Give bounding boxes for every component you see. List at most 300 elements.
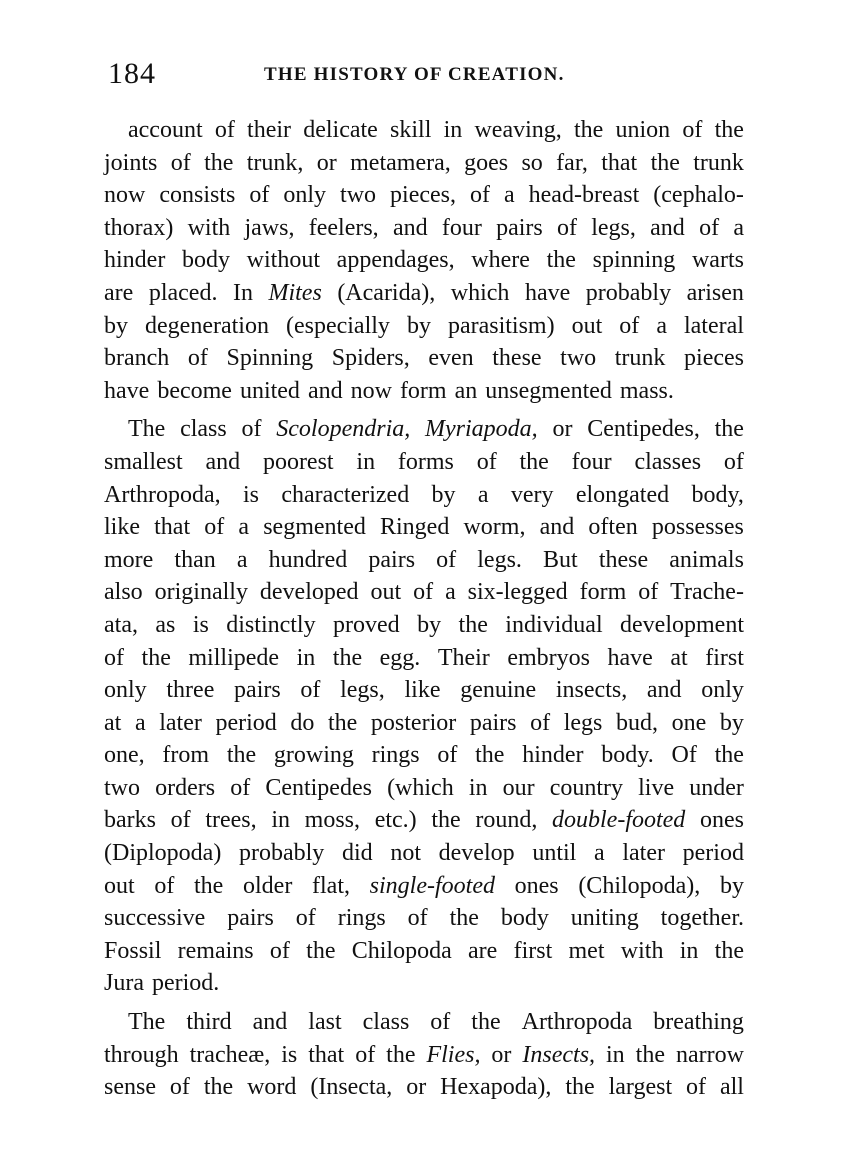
word: The bbox=[128, 1009, 166, 1036]
word: class bbox=[180, 416, 227, 443]
word: by bbox=[417, 611, 442, 638]
word: of bbox=[170, 149, 191, 176]
text-line bbox=[104, 707, 744, 740]
word: with bbox=[620, 937, 664, 964]
word: probably bbox=[585, 279, 672, 306]
paragraph bbox=[104, 1006, 744, 1104]
word: is bbox=[281, 1041, 298, 1068]
word: an bbox=[454, 377, 478, 404]
word: form bbox=[399, 377, 447, 404]
word: where bbox=[471, 247, 530, 274]
word: body bbox=[500, 905, 549, 932]
word: met bbox=[568, 937, 605, 964]
word: the bbox=[194, 872, 224, 899]
word: united bbox=[239, 377, 300, 404]
word: country bbox=[549, 774, 624, 801]
word: (Acarida), bbox=[337, 279, 436, 306]
word: the bbox=[635, 1041, 665, 1068]
word: by bbox=[719, 709, 744, 736]
word: become bbox=[157, 377, 232, 404]
word: trees, bbox=[205, 807, 257, 834]
word: without bbox=[246, 247, 320, 274]
word: body, bbox=[691, 481, 744, 508]
word: the bbox=[714, 416, 744, 443]
word: word bbox=[247, 1074, 297, 1101]
word: out bbox=[571, 312, 603, 339]
word: as bbox=[155, 611, 176, 638]
word: not bbox=[390, 840, 421, 867]
word: the bbox=[141, 644, 171, 671]
word: of bbox=[638, 579, 659, 606]
page-header bbox=[108, 56, 748, 92]
text-line bbox=[104, 609, 744, 642]
word: legs bbox=[563, 709, 603, 736]
word: mass. bbox=[619, 377, 674, 404]
word: a bbox=[477, 481, 489, 508]
word: a bbox=[656, 312, 667, 339]
word: at bbox=[670, 644, 688, 671]
word: of bbox=[104, 644, 124, 671]
word: the bbox=[226, 742, 257, 769]
word: of bbox=[556, 214, 577, 241]
word: of bbox=[686, 1074, 707, 1101]
word: pieces bbox=[684, 345, 744, 372]
word: through bbox=[104, 1041, 179, 1068]
word: rings bbox=[371, 742, 420, 769]
word: the bbox=[386, 1041, 416, 1068]
word: the bbox=[546, 247, 576, 274]
word: of bbox=[437, 742, 458, 769]
word: a bbox=[236, 546, 248, 573]
word: two bbox=[340, 182, 377, 209]
word: are bbox=[104, 279, 134, 306]
word: classes bbox=[634, 448, 702, 475]
word: genuine bbox=[460, 677, 537, 704]
word: the bbox=[650, 149, 680, 176]
word: etc.) bbox=[374, 807, 417, 834]
word: individual bbox=[505, 611, 603, 638]
text-line bbox=[104, 179, 744, 212]
word: pieces, bbox=[390, 182, 456, 209]
word: together. bbox=[660, 905, 744, 932]
word: a bbox=[504, 182, 515, 209]
word: hinder bbox=[104, 247, 166, 274]
word: joints bbox=[104, 149, 158, 176]
word: of bbox=[295, 905, 316, 932]
word: uniting bbox=[570, 905, 639, 932]
word: Fossil bbox=[104, 937, 162, 964]
word: of bbox=[230, 774, 251, 801]
word: In bbox=[232, 279, 253, 306]
word: largest bbox=[608, 1074, 673, 1101]
word: is bbox=[242, 481, 259, 508]
page-number: 184 bbox=[108, 57, 156, 90]
word: lateral bbox=[683, 312, 744, 339]
word: did bbox=[341, 840, 373, 867]
word: of bbox=[476, 448, 497, 475]
word: of bbox=[170, 807, 191, 834]
word: Mites bbox=[268, 279, 322, 306]
word: millipede bbox=[188, 644, 280, 671]
word: like bbox=[104, 514, 140, 541]
word: of bbox=[430, 1009, 451, 1036]
word: the bbox=[714, 117, 744, 143]
word: unsegmented bbox=[485, 377, 612, 404]
word: Centipedes bbox=[265, 774, 372, 801]
word: successive bbox=[104, 905, 206, 932]
word: and bbox=[539, 514, 575, 541]
word: these bbox=[598, 546, 649, 573]
text-line bbox=[104, 674, 744, 707]
word: Their bbox=[437, 644, 490, 671]
word: of bbox=[413, 579, 434, 606]
word: degeneration bbox=[145, 312, 269, 339]
word: live bbox=[638, 774, 675, 801]
word: of bbox=[699, 214, 720, 241]
word: hundred bbox=[268, 546, 348, 573]
word: first bbox=[705, 644, 744, 671]
word: three bbox=[166, 677, 215, 704]
word: Spinning bbox=[226, 345, 314, 372]
text-line bbox=[104, 804, 744, 837]
word: But bbox=[543, 546, 578, 573]
word: our bbox=[502, 774, 535, 801]
word: posterior bbox=[370, 709, 457, 736]
word: of bbox=[269, 937, 290, 964]
word: narrow bbox=[675, 1041, 744, 1068]
word: also bbox=[104, 579, 143, 606]
word: of bbox=[436, 546, 457, 573]
word: out bbox=[370, 579, 402, 606]
word: of bbox=[154, 872, 175, 899]
word: ata, bbox=[104, 611, 138, 638]
text-line bbox=[104, 413, 744, 446]
word: of bbox=[723, 448, 744, 475]
paragraph bbox=[104, 114, 744, 407]
word: period bbox=[215, 709, 277, 736]
word: single-footed bbox=[369, 872, 495, 899]
word: class bbox=[362, 1009, 410, 1036]
word: in bbox=[679, 937, 699, 964]
text-line bbox=[104, 1039, 744, 1072]
word: Ringed bbox=[380, 514, 450, 541]
word: or bbox=[406, 1074, 427, 1101]
word: in bbox=[443, 117, 463, 143]
word: worm, bbox=[463, 514, 526, 541]
word: embryos bbox=[507, 644, 590, 671]
word: later bbox=[159, 709, 202, 736]
word: pairs bbox=[469, 709, 517, 736]
word: warts bbox=[691, 247, 744, 274]
word: pairs bbox=[234, 677, 281, 704]
word: delicate bbox=[303, 117, 378, 143]
word: sense bbox=[104, 1074, 156, 1101]
word: insects, bbox=[555, 677, 628, 704]
word: Hexapoda), bbox=[440, 1074, 552, 1101]
word: that bbox=[308, 1041, 345, 1068]
word: in bbox=[296, 644, 316, 671]
word: and bbox=[646, 677, 682, 704]
word: from bbox=[162, 742, 210, 769]
word: last bbox=[308, 1009, 342, 1036]
word: by bbox=[719, 872, 744, 899]
word: these bbox=[492, 345, 542, 372]
word: of bbox=[187, 345, 208, 372]
word: older bbox=[243, 872, 293, 899]
word: all bbox=[719, 1074, 744, 1101]
word: characterized bbox=[281, 481, 410, 508]
word: (Diplopoda) bbox=[104, 840, 222, 867]
word: pairs bbox=[496, 214, 543, 241]
word: egg. bbox=[379, 644, 421, 671]
word: parasitism) bbox=[447, 312, 555, 339]
word: the bbox=[449, 905, 479, 932]
word: (Chilopoda), bbox=[578, 872, 701, 899]
word: the bbox=[573, 117, 604, 143]
word: the bbox=[204, 149, 234, 176]
word: a bbox=[134, 709, 146, 736]
word: skill bbox=[390, 117, 432, 143]
word: than bbox=[174, 546, 216, 573]
word: thorax) bbox=[104, 214, 174, 241]
word: Flies, bbox=[426, 1041, 481, 1068]
word: ones bbox=[514, 872, 559, 899]
word: two bbox=[560, 345, 597, 372]
word: placed. bbox=[148, 279, 218, 306]
word: of bbox=[241, 416, 262, 443]
word: Chilopoda bbox=[351, 937, 452, 964]
word: animals bbox=[669, 546, 744, 573]
word: and bbox=[307, 377, 343, 404]
word: of bbox=[682, 117, 703, 143]
word: hinder bbox=[522, 742, 584, 769]
word: a bbox=[445, 579, 456, 606]
word: which bbox=[450, 279, 510, 306]
word: and bbox=[650, 214, 685, 241]
word: that bbox=[601, 149, 638, 176]
word: of bbox=[470, 182, 490, 209]
word: only bbox=[283, 182, 327, 209]
word: in bbox=[271, 807, 290, 834]
word: four bbox=[441, 214, 482, 241]
word: at bbox=[104, 709, 122, 736]
word: the bbox=[471, 1009, 501, 1036]
word: Of bbox=[671, 742, 697, 769]
running-head: THE HISTORY OF CREATION. bbox=[264, 64, 565, 85]
word: do bbox=[290, 709, 315, 736]
word: of bbox=[355, 1041, 376, 1068]
word: trunk bbox=[614, 345, 666, 372]
word: two bbox=[104, 774, 140, 801]
word: Trache- bbox=[670, 579, 744, 606]
word: the bbox=[714, 742, 744, 769]
word: weaving, bbox=[474, 117, 562, 143]
word: orders bbox=[155, 774, 216, 801]
word: proved bbox=[333, 611, 400, 638]
word: body bbox=[181, 247, 230, 274]
word: segmented bbox=[263, 514, 366, 541]
word: (which bbox=[387, 774, 454, 801]
text-line bbox=[104, 511, 744, 544]
text-line bbox=[104, 642, 744, 675]
word: out bbox=[104, 872, 135, 899]
word: the bbox=[431, 807, 461, 834]
word: growing bbox=[273, 742, 354, 769]
text-line bbox=[104, 479, 744, 512]
word: of bbox=[530, 709, 551, 736]
word: by bbox=[104, 312, 128, 339]
text-line bbox=[104, 310, 744, 343]
text-line bbox=[104, 277, 744, 310]
word: the bbox=[714, 937, 744, 964]
word: remains bbox=[177, 937, 254, 964]
word: rings bbox=[337, 905, 386, 932]
word: form bbox=[579, 579, 627, 606]
word: developed bbox=[259, 579, 359, 606]
word: often bbox=[588, 514, 638, 541]
word: legs, bbox=[591, 214, 636, 241]
word: by bbox=[431, 481, 456, 508]
word: (especially bbox=[285, 312, 390, 339]
word: a bbox=[238, 514, 250, 541]
word: period bbox=[682, 840, 744, 867]
word: of bbox=[249, 182, 270, 209]
word: head-breast bbox=[528, 182, 640, 209]
word: pairs bbox=[368, 546, 416, 573]
word: ones bbox=[699, 807, 744, 834]
word: and bbox=[392, 214, 428, 241]
word: or bbox=[316, 149, 337, 176]
word: Myriapoda, bbox=[425, 416, 538, 443]
word: one, bbox=[104, 742, 145, 769]
word: metamera, bbox=[350, 149, 451, 176]
text-line bbox=[104, 772, 744, 805]
word: forms bbox=[397, 448, 454, 475]
text-line bbox=[104, 114, 744, 147]
word: the bbox=[519, 448, 549, 475]
text-line bbox=[104, 739, 744, 772]
word: the bbox=[458, 611, 488, 638]
word: of bbox=[214, 117, 235, 143]
word: (cephalo- bbox=[653, 182, 744, 209]
word: four bbox=[571, 448, 612, 475]
word: in bbox=[356, 448, 376, 475]
paragraph bbox=[104, 413, 744, 1000]
word: third bbox=[186, 1009, 232, 1036]
text-line bbox=[104, 544, 744, 577]
word: Centipedes, bbox=[587, 416, 700, 443]
body-text bbox=[104, 114, 744, 1104]
word: Jura bbox=[104, 970, 144, 997]
word: now bbox=[350, 377, 392, 404]
word: arisen bbox=[686, 279, 744, 306]
word: elongated bbox=[575, 481, 670, 508]
word: and bbox=[205, 448, 241, 475]
word: jaws, bbox=[244, 214, 295, 241]
word: with bbox=[187, 214, 231, 241]
word: appendages, bbox=[336, 247, 455, 274]
word: double-footed bbox=[552, 807, 686, 834]
word: the bbox=[475, 742, 505, 769]
text-line bbox=[104, 147, 744, 180]
word: union bbox=[615, 117, 671, 143]
text-line bbox=[104, 1006, 744, 1039]
word: tracheæ, bbox=[189, 1041, 271, 1068]
word: by bbox=[406, 312, 431, 339]
word: of bbox=[407, 905, 428, 932]
word: breathing bbox=[653, 1009, 744, 1036]
word: The bbox=[128, 416, 166, 443]
word: smallest bbox=[104, 448, 183, 475]
word: of bbox=[169, 1074, 190, 1101]
word: of bbox=[204, 514, 225, 541]
word: Insects, bbox=[522, 1041, 596, 1068]
text-line bbox=[104, 967, 744, 1000]
word: develop bbox=[438, 840, 515, 867]
word: the bbox=[565, 1074, 595, 1101]
word: Scolopendria, bbox=[276, 416, 411, 443]
word: so bbox=[521, 149, 543, 176]
word: only bbox=[701, 677, 744, 704]
word: account bbox=[128, 117, 203, 143]
text-line bbox=[104, 1071, 744, 1104]
word: until bbox=[532, 840, 577, 867]
word: more bbox=[104, 546, 154, 573]
word: that bbox=[154, 514, 191, 541]
text-line bbox=[104, 244, 744, 277]
word: a bbox=[594, 840, 605, 867]
word: in bbox=[468, 774, 488, 801]
word: even bbox=[428, 345, 474, 372]
word: trunk, bbox=[246, 149, 304, 176]
word: bud, bbox=[616, 709, 658, 736]
word: a bbox=[733, 214, 744, 241]
text-line bbox=[104, 870, 744, 903]
word: flat, bbox=[312, 872, 350, 899]
text-line bbox=[104, 212, 744, 245]
word: legs, bbox=[340, 677, 385, 704]
word: feelers, bbox=[308, 214, 379, 241]
word: far, bbox=[556, 149, 588, 176]
word: or bbox=[491, 1041, 512, 1068]
word: Arthropoda, bbox=[104, 481, 221, 508]
word: like bbox=[404, 677, 441, 704]
text-line bbox=[104, 837, 744, 870]
word: distinctly bbox=[226, 611, 316, 638]
word: the bbox=[203, 1074, 234, 1101]
word: the bbox=[306, 937, 336, 964]
word: have bbox=[104, 377, 150, 404]
word: and bbox=[252, 1009, 288, 1036]
word: of bbox=[300, 677, 321, 704]
word: under bbox=[689, 774, 744, 801]
word: their bbox=[247, 117, 292, 143]
word: are bbox=[468, 937, 498, 964]
word: moss, bbox=[304, 807, 361, 834]
text-line bbox=[104, 375, 744, 408]
word: probably bbox=[238, 840, 325, 867]
word: period. bbox=[151, 970, 220, 997]
word: spinning bbox=[592, 247, 676, 274]
word: pairs bbox=[227, 905, 274, 932]
word: barks bbox=[104, 807, 156, 834]
word: have bbox=[607, 644, 653, 671]
word: branch bbox=[104, 345, 170, 372]
word: is bbox=[192, 611, 209, 638]
word: round, bbox=[475, 807, 538, 834]
word: the bbox=[327, 709, 358, 736]
word: six-legged bbox=[467, 579, 568, 606]
